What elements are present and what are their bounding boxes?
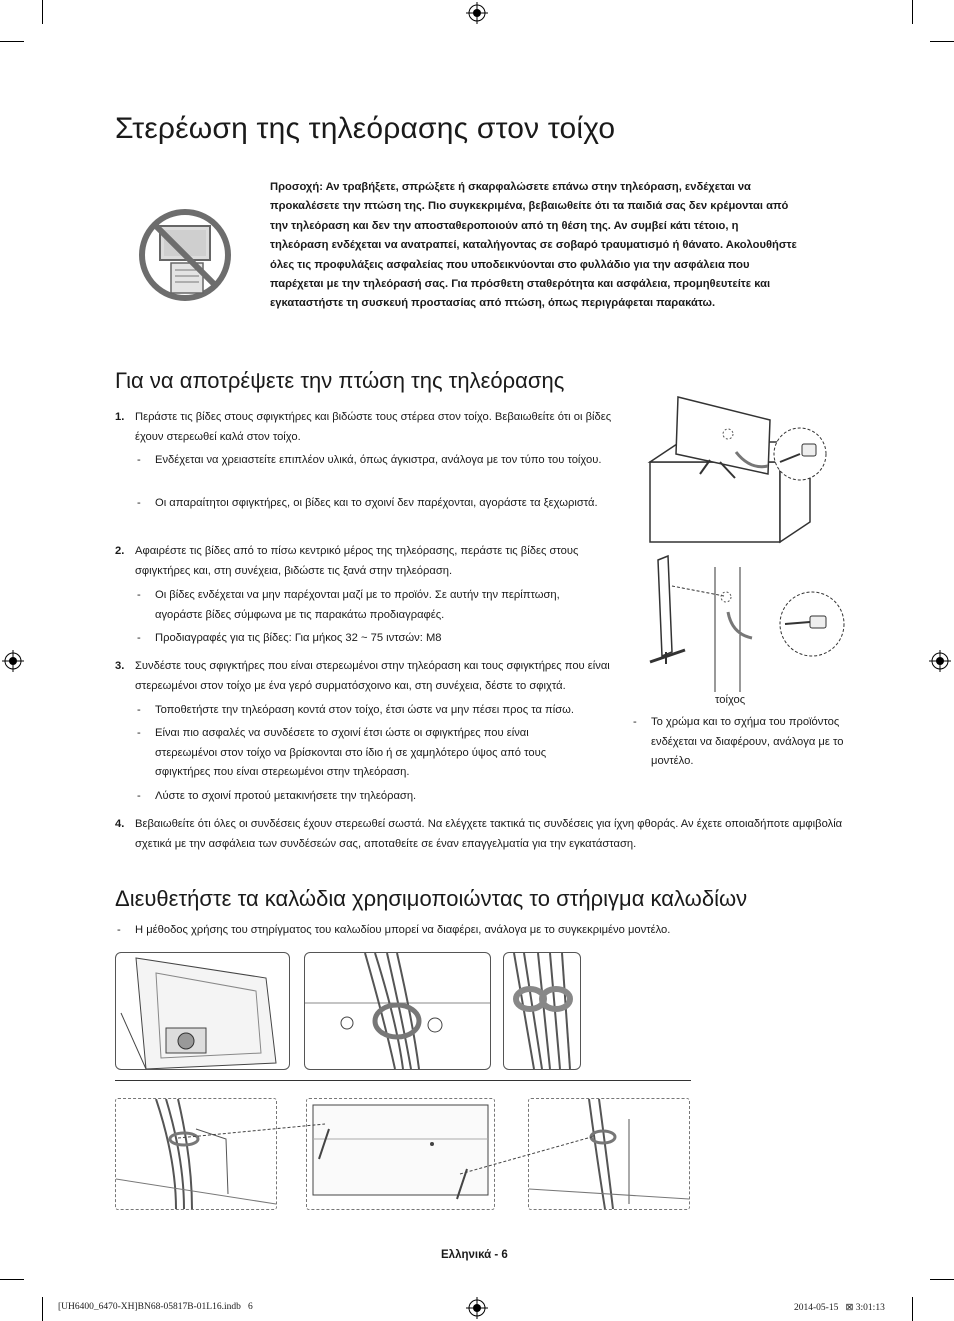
section-heading-cable-holder: Διευθετήστε τα καλώδια χρησιμοποιώντας το στήριγμα καλωδίων (115, 886, 748, 911)
footer-date: 2014-05-15 ⊠ 3:01:13 (794, 1303, 885, 1313)
step-1-note-2: - Οι απαραίτητοι σφιγκτήρες, οι βίδες και το σχοινί δεν παρέχονται, αγοράστε τα ξεχωριστά. (137, 494, 607, 514)
step-3 (115, 657, 627, 696)
step-3-note-3: - Λύστε το σχοινί προτού μετακινήσετε την τηλεόραση. (137, 787, 607, 807)
note-text: Οι βίδες ενδέχεται να μην παρέχονται μαζί με το προϊόν. Σε αυτήν την περίπτωση, αγοράστε βίδες σύμφωνα με τις παρακάτω προδιαγραφές. (155, 589, 560, 621)
step-3-note-2: - Είναι πιο ασφαλές να συνδέσετε το σχοινί έτσι ώστε οι σφιγκτήρες που είναι στερεωμένοι στον τοίχο να βρίσκονται στο ίδιο ή σε χαμηλότερο ύψος από τους σφιγκτήρες που είναι στερεωμένοι στην τηλεόραση. (137, 724, 587, 783)
step-text: Συνδέστε τους σφιγκτήρες που είναι στερεωμένοι στην τηλεόραση και τους σφιγκτήρες που είναι στερεωμένοι στον τοίχο με ένα γερό συρματόσχοινο και, στη συνέχεια, δέστε το σφιχτά. (135, 660, 610, 692)
note-text: Είναι πιο ασφαλές να συνδέσετε το σχοινί έτσι ώστε οι σφιγκτήρες που είναι στερεωμένοι στον τοίχο να βρίσκονται στο ίδιο ή σε χαμηλότερο ύψος από τους σφιγκτήρες που είναι στερεωμένοι στην τηλεόραση. (155, 727, 547, 779)
crop-mark-top-right (912, 0, 913, 24)
registration-target-icon (2, 650, 24, 672)
note-text: Τοποθετήστε την τηλεόραση κοντά στον τοίχο, έτσι ώστε να μην πέσει προς τα πίσω. (155, 704, 574, 716)
step-1-note-1: - Ενδέχεται να χρειαστείτε επιπλέον υλικά, όπως άγκιστρα, ανάλογα με τον τύπο του τοίχου. (137, 451, 607, 471)
crop-mark-top-left (42, 0, 43, 24)
warning-text: Προσοχή: Αν τραβήξετε, σπρώξετε ή σκαρφαλώσετε επάνω στην τηλεόραση, ενδέχεται να προκαλέσετε την πτώση της. Πιο συγκεκριμένα, βεβαιωθείτε ότι τα παιδιά σας δεν κρέμονται από την τηλεόραση και δεν την αποσταθεροποιούν από τη θέση της. Αν συμβεί κάτι τέτοιο, η τηλεόραση ενδέχεται να ανατραπεί, καταλήγοντας σε σοβαρό τραυματισμό ή θάνατο. Ακολουθήστε όλες τις προφυλάξεις ασφαλείας που υποδεικνύονται στο φυλλάδιο για την ασφάλεια που παρέχεται με την τηλεόρασή σας. Για πρόσθετη σταθερότητα και ασφάλεια, προμηθευτείτε και εγκαταστήστε τη συσκευή προστασίας από πτώση, όπως περιγράφεται παρακάτω. (270, 181, 797, 310)
section2-note: - Η μέθοδος χρήσης του στηρίγματος του καλωδίου μπορεί να διαφέρει, ανάλογα με το συγκεκριμένο μοντέλο. (117, 921, 837, 941)
note-text: Λύστε το σχοινί προτού μετακινήσετε την τηλεόραση. (155, 790, 417, 802)
section-heading-prevent-fall: Για να αποτρέψετε την πτώση της τηλεόρασης (115, 368, 565, 393)
step-1 (115, 408, 625, 447)
figure-divider (115, 1080, 691, 1081)
registration-target-icon (466, 1297, 488, 1319)
cable-figure-2 (304, 952, 491, 1070)
note-text: Ενδέχεται να χρειαστείτε επιπλέον υλικά, όπως άγκιστρα, ανάλογα με τον τύπο του τοίχου. (155, 454, 602, 466)
crop-mark-top-right-h (930, 41, 954, 42)
note-text: Οι απαραίτητοι σφιγκτήρες, οι βίδες και το σχοινί δεν παρέχονται, αγοράστε τα ξεχωριστά. (155, 497, 598, 509)
crop-mark-bottom-left-h (0, 1279, 24, 1280)
step-3-note-1: - Τοποθετήστε την τηλεόραση κοντά στον τοίχο, έτσι ώστε να μην πέσει προς τα πίσω. (137, 701, 612, 721)
note-text: Η μέθοδος χρήσης του στηρίγματος του καλωδίου μπορεί να διαφέρει, ανάλογα με το συγκεκριμένο μοντέλο. (135, 924, 671, 936)
step-2-note-1: - Οι βίδες ενδέχεται να μην παρέχονται μαζί με το προϊόν. Σε αυτήν την περίπτωση, αγοράστε βίδες σύμφωνα με τις παρακάτω προδιαγραφές. (137, 586, 607, 625)
cable-figure-1 (115, 952, 290, 1070)
step-4 (115, 815, 845, 854)
callout-lines (170, 1118, 610, 1198)
crop-mark-bottom-right (912, 1297, 913, 1321)
crop-mark-bottom-right-h (930, 1279, 954, 1280)
tv-stand-bracket-illustration (640, 392, 840, 552)
no-climbing-warning-icon (137, 208, 233, 302)
cable-figure-3 (503, 952, 581, 1070)
registration-target-icon (929, 650, 951, 672)
note-text: Το χρώμα και το σχήμα του προϊόντος ενδέχεται να διαφέρουν, ανάλογα με το μοντέλο. (651, 716, 844, 768)
step-number: 4. (115, 818, 125, 830)
footer-file-name: [UH6400_6470-XH]BN68-05817B-01L16.indb 6 (58, 1302, 253, 1312)
step-text: Βεβαιωθείτε ότι όλες οι συνδέσεις έχουν στερεωθεί σωστά. Να ελέγχετε τακτικά τις συνδέσεις για ίχνη φθοράς. Αν έχετε οποιαδήποτε αμφιβολία σχετικά με την ασφάλεια των συνδέσεών σας, αποταθείτε σε έναν επαγγελματία για την εγκατάσταση. (135, 818, 843, 850)
figure-note: - Το χρώμα και το σχήμα του προϊόντος ενδέχεται να διαφέρουν, ανάλογα με το μοντέλο. (633, 713, 863, 772)
crop-mark-bottom-left (42, 1297, 43, 1321)
step-2-note-2: - Προδιαγραφές για τις βίδες: Για μήκος 32 ~ 75 ιντσών: M8 (137, 629, 607, 649)
step-text: Αφαιρέστε τις βίδες από το πίσω κεντρικό μέρος της τηλεόρασης, περάστε τις βίδες στους σφιγκτήρες και, στη συνέχεια, βιδώστε τις ξανά στην τηλεόραση. (135, 545, 579, 577)
step-2 (115, 542, 625, 581)
crop-mark-top-left-h (0, 41, 24, 42)
step-number: 3. (115, 660, 125, 672)
step-number: 2. (115, 545, 125, 557)
tv-wall-bracket-illustration (640, 552, 865, 702)
note-text: Προδιαγραφές για τις βίδες: Για μήκος 32 ~ 75 ιντσών: M8 (155, 632, 442, 644)
step-text: Περάστε τις βίδες στους σφιγκτήρες και βιδώστε τους στέρεα στον τοίχο. Βεβαιωθείτε ότι οι βίδες έχουν στερεωθεί καλά στον τοίχο. (135, 411, 612, 443)
step-number: 1. (115, 411, 125, 423)
page-number: Ελληνικά - 6 (441, 1249, 508, 1261)
registration-target-icon (466, 2, 488, 24)
page-title: Στερέωση της τηλεόρασης στον τοίχο (115, 112, 616, 145)
wall-label: τοίχος (715, 694, 746, 706)
